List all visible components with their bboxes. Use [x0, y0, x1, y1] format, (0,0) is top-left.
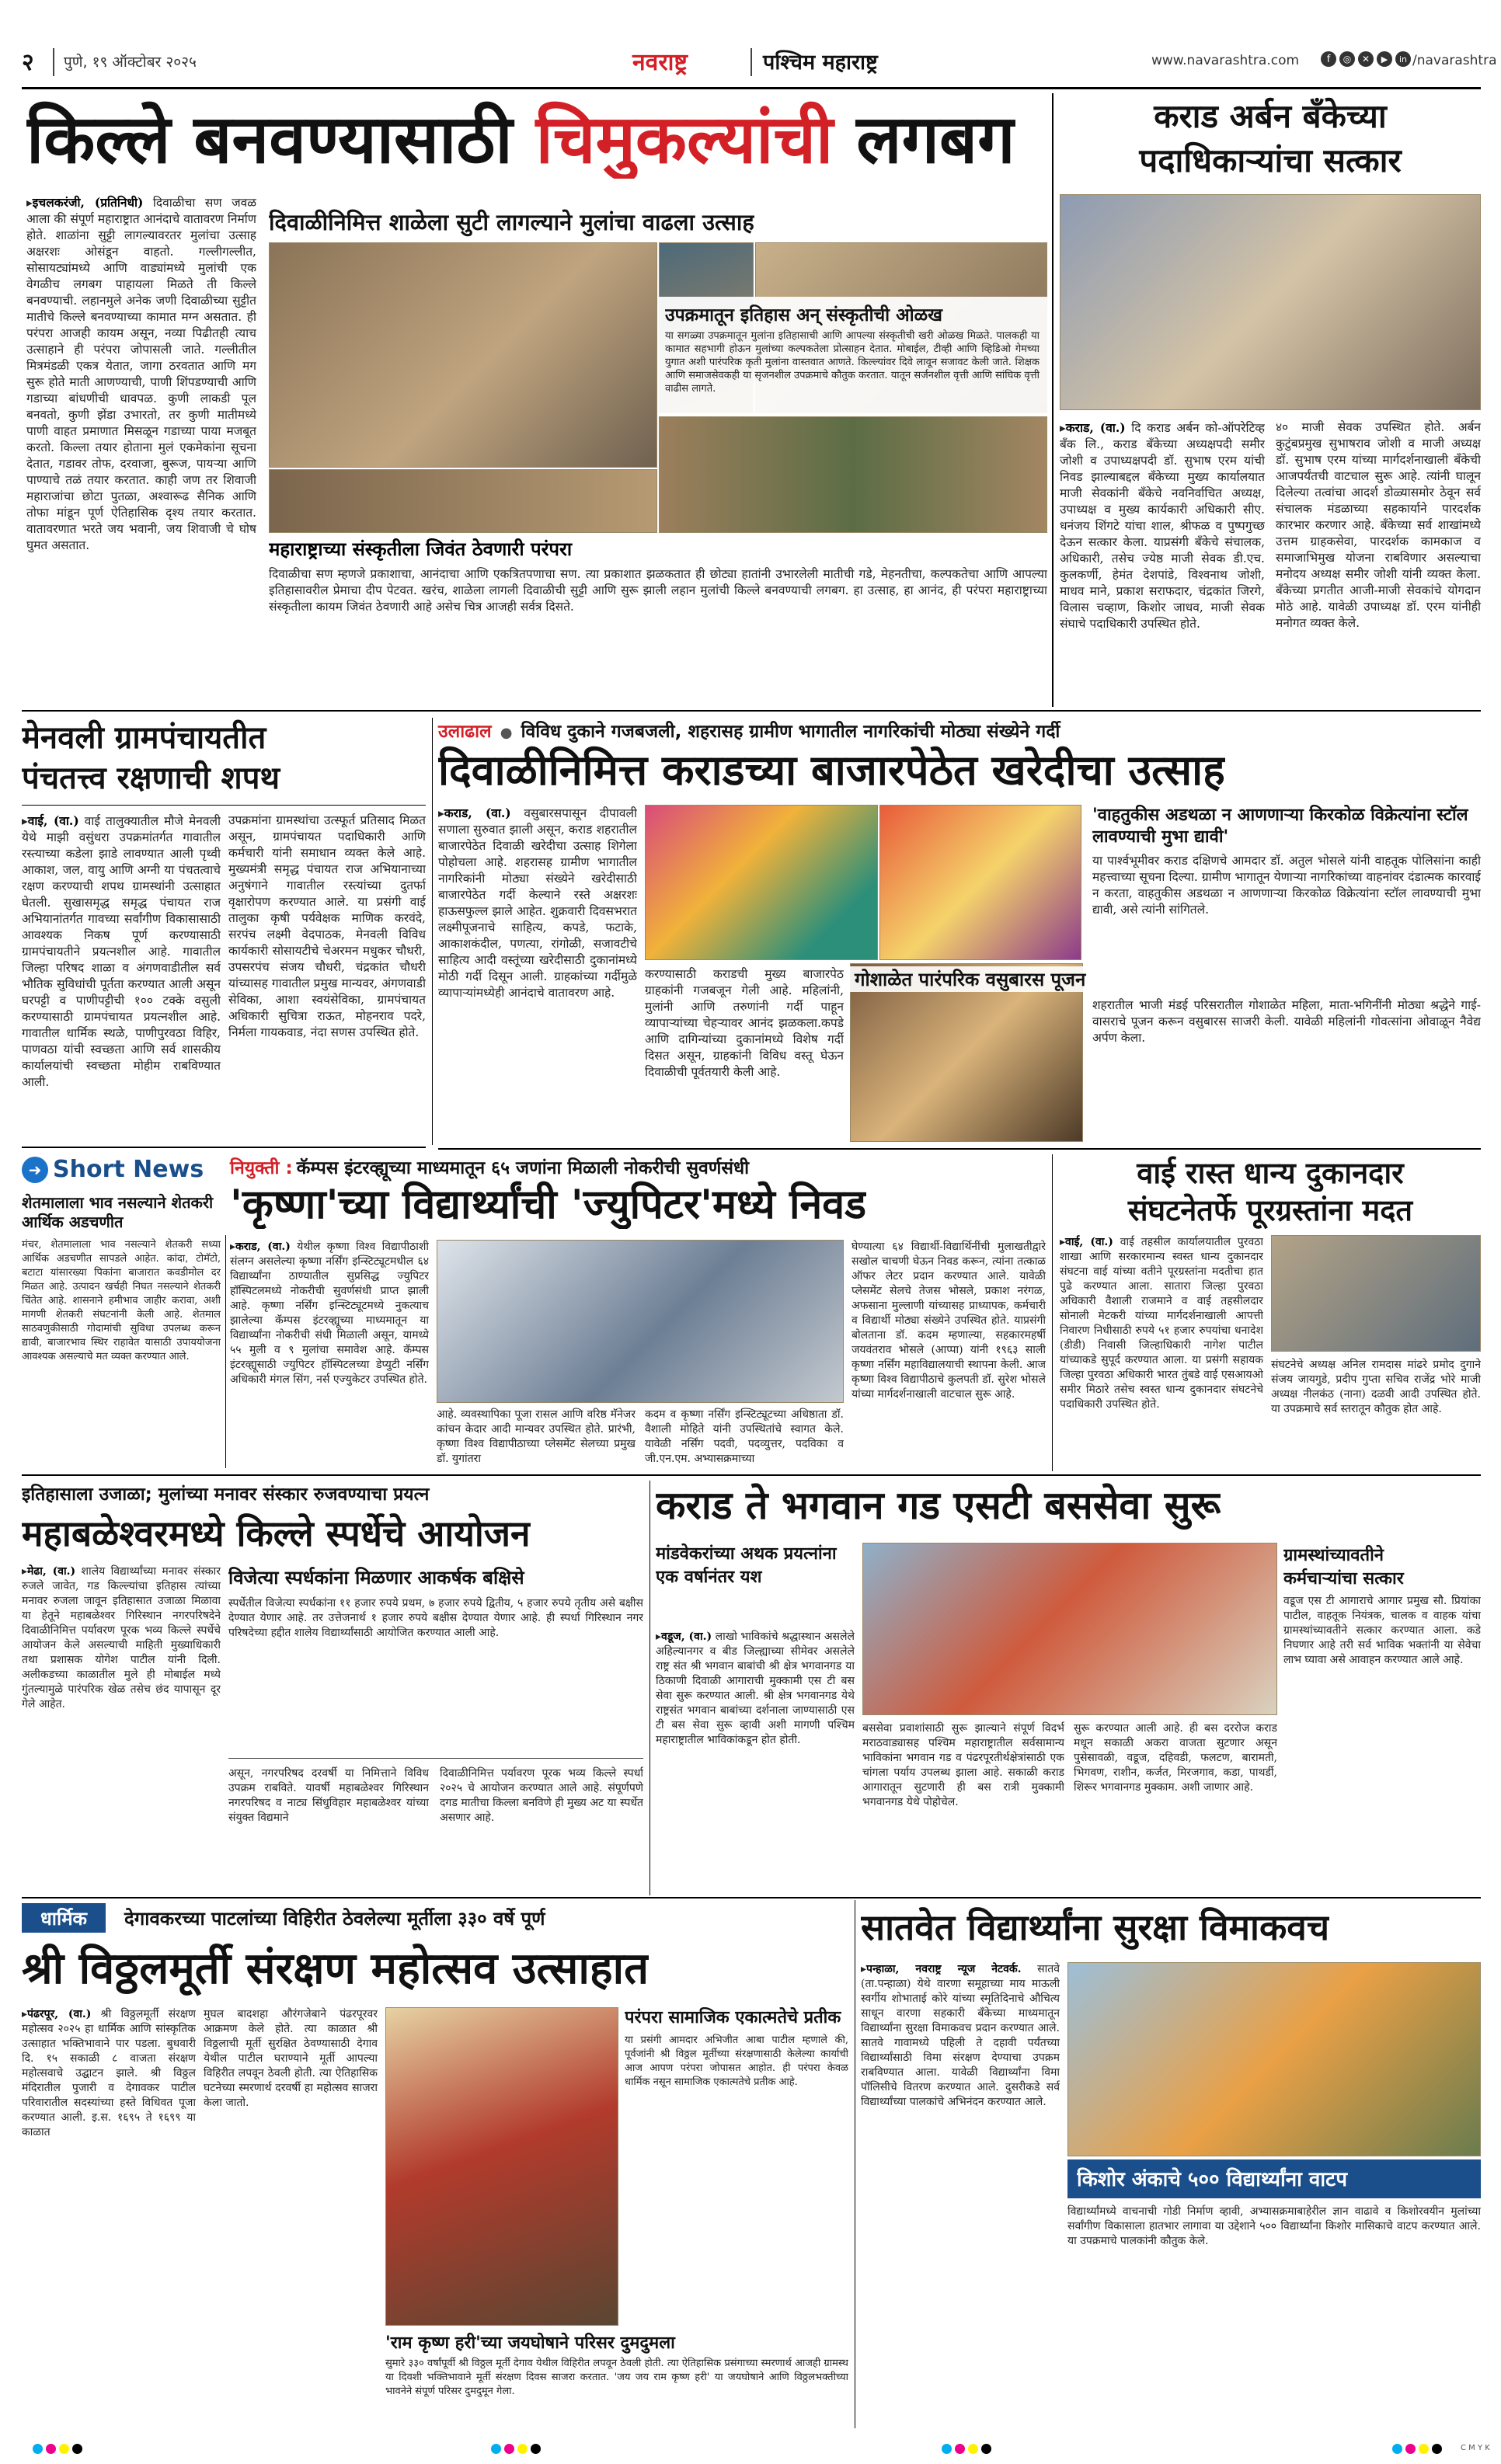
- story-body-col3: दिवाळीनिमित्त पर्यावरण पूरक भव्य किल्ले स्पर्धा २०२५ चे आयोजन करण्यात आले आहे. संपूर्णपणे दगड मातीचा किल्ला बनविणे ही मुख्य अट या स्पर्धेत असणार आहे.: [440, 1767, 643, 1824]
- bullet-icon: ●: [500, 725, 513, 741]
- story-body-col2: करण्यासाठी कराडची मुख्य बाजारपेठ ग्राहकांनी गजबजून गेली आहे. महिलांनी, मुलांनी आणि तरुणांनी गर्दी पाहून व्यापाऱ्यांच्या चेहऱ्यावर आनंद झळकला.कपडे आणि दागिन्यांच्या दुकानांमध्ये विशेष गर्दी दिसत असून, ग्राहकांनी विविध वस्तू घेऊन दिवाळीची पूर्वतयारी केली आहे.: [645, 967, 844, 1079]
- headline: श्री विठ्ठलमूर्ती संरक्षण महोत्सव उत्साहात: [22, 1944, 649, 1994]
- story-forts: [22, 93, 1047, 707]
- body-text: येथील कृष्णा विश्व विद्यापीठाशी संलग्न असलेल्या कृष्णा नर्सिंग इन्स्टिट्यूटमधील ६४ विद्यार्थ्यांना ठाण्यातील सुप्रसिद्ध ज्युपिटर हॉस्पिटलमध्ये नोकरीची सुवर्णसंधी प्राप्त झाली आहे. कृष्णा नर्सिंग इन्स्टिट्यूटमध्ये नुकत्याच झालेल्या कॅम्पस इंटरव्ह्यूच्या माध्यमातून या विद्यार्थ्यांना नोकरीची संधी मिळाली असून, यामध्ये ५५ मुली व ९ मुलांचा समावेश आहे. कॅम्पस इंटरव्ह्यूसाठी ज्युपिटर हॉस्पिटलच्या डेप्युटी नर्सिंग अधिकारी मंगल सिंग, नर्स एज्युकेटर उपस्थित होते.: [230, 1241, 429, 1386]
- dateline: पन्हाळा, नवराष्ट्र न्यूज नेटवर्क.: [866, 1963, 1022, 1975]
- linkedin-icon[interactable]: in: [1395, 51, 1411, 67]
- magenta-dot: [46, 2444, 56, 2454]
- website-link[interactable]: www.navarashtra.com: [1151, 53, 1300, 68]
- caption-body: सुमारे ३३० वर्षांपूर्वी श्री विठ्ठल मूर्ती देगाव येथील विहिरीत लपवून ठेवली होती. त्या ऐतिहासिक प्रसंगाच्या स्मरणार्थ आजही ग्रामस्थ या दिवशी भक्तिभावाने मूर्ती संरक्षण दिवस साजरा करतात. 'जय जय राम कृष्ण हरी' या जयघोषाने आणि विठ्ठलभक्तीच्या भावनेने संपूर्ण परिसर दुमदुमून गेला.: [385, 2358, 848, 2397]
- row-rule: [22, 1474, 1481, 1476]
- story-body-col2: बससेवा प्रवाशांसाठी सुरू झाल्याने संपूर्ण विदर्भ मराठवाड्यासह पश्चिम महाराष्ट्रातील सर्वसामान्य भाविकांना भगवान गड व पंढरपूरतीर्थक्षेत्रांसाठी एक चांगला पर्याय उपलब्ध झाला आहे. सकाळी कराड आगारातून सुटणारी ही बस रात्री मुक्कामी भगवानगड येथे पोहोचेल.: [862, 1722, 1064, 1808]
- header-rule: [22, 87, 1481, 89]
- photo-campus-interview: [437, 1240, 844, 1403]
- black-dot: [72, 2444, 82, 2454]
- yellow-dot: [59, 2444, 69, 2454]
- footer-registration-marks: [0, 2438, 1501, 2461]
- yellow-dot: [517, 2444, 528, 2454]
- photo-caption: महाराष्ट्राच्या संस्कृतीला जिवंत ठेवणारी परंपरा: [269, 538, 573, 560]
- facebook-icon[interactable]: f: [1321, 51, 1336, 67]
- box-body: शहरातील भाजी मंडई परिसरातील गोशाळेत महिला, माता-भगिनींनी मोठ्या श्रद्धेने गाई-वासराचे पूजन करून वसुबारस साजरी केली. यावेळी महिलांनी गोवत्सांना ओवाळून नैवेद्य अर्पण केला.: [1092, 998, 1481, 1045]
- headline-part: किल्ले बनवण्यासाठी: [26, 101, 513, 179]
- story-body-col2: उपक्रमांना ग्रामस्थांचा उत्स्फूर्त प्रतिसाद मिळत असून, ग्रामपंचायत पदाधिकारी आणि कर्मचारी यांनी समाधान व्यक्त केले आहे. मुख्यमंत्री समृद्ध पंचायत राज अभियानाच्या अनुषंगाने गावातील रस्त्यांच्या दुतर्फा वृक्षारोपण करण्यात आले. या प्रसंगी वाई तालुका कृषी पर्यवेक्षक माणिक करवंदे, सरपंच लक्ष्मी वेदपाठक, मेनवली विविध कार्यकारी सोसायटीचे चेअरमन मधुकर चौधरी, उपसरपंच संजय चौधरी, चंद्रकांत चौधरी यांच्यासह गावातील प्रमुख मान्यवर, अंगणवाडी सेविका, आशा स्वयंसेविका, ग्रामपंचायत अधिकारी सुचित्रा राऊत, मोहनराव पदरे, निर्मला गायकवाड, नंदा सणस उपस्थित होते.: [228, 813, 426, 1039]
- magenta-dot: [1405, 2444, 1416, 2454]
- arrow-icon: ➜: [22, 1157, 48, 1183]
- page-number: २: [22, 49, 34, 76]
- story-body-col1: ▸कराड, (वा.) वसुबारसपासून दीपावली सणाला सुरुवात झाली असून, कराड शहरातील बाजारपेठेत दिवाळी खरेदीचा उत्साह शिगेला पोहोचला आहे. शहरासह ग्रामीण भागातील नागरिकांनी मोठ्या संख्येने खरेदीसाठी बाजारपेठेत गर्दी केल्याने रस्ते अक्षरशः हाऊसफुल्ल झाले आहेत. शुक्रवारी दिवसभरात लक्ष्मीपूजनाचे साहित्य, कपडे, फटाके, आकाशकंदील, पणत्या, रांगोळी, सजावटीचे साहित्य आदी वस्तूंच्या खरेदीसाठी दुकानांमध्ये मोठी गर्दी दिसून आली. ग्राहकांच्या गर्दीमुळे व्यापाऱ्यांमध्येही आनंदाचे वातावरण आहे.: [438, 806, 637, 1000]
- section-name: पश्चिम महाराष्ट्र: [763, 50, 878, 75]
- subhead: विविध दुकाने गजबजली, शहरासह ग्रामीण भागातील नागरिकांची मोठ्या संख्येने गर्दी: [521, 722, 1060, 742]
- box-hawkers: [1092, 805, 1481, 960]
- kicker: नियुक्ती :: [230, 1158, 293, 1178]
- story-body-col1: ▸वडूज, (वा.) लाखो भाविकांचे श्रद्धास्थान असलेले अहिल्यानगर व बीड जिल्ह्याच्या सीमेवर असलेले राष्ट्र संत श्री भगवान बाबांची श्री क्षेत्र भगवानगड या ठिकाणी दिवाळी आगाराची मुक्कामी एस टी बस सेवा सुरू करण्यात आली. श्री क्षेत्र भगवानगड येथे राष्ट्रसंत भगवान बाबांच्या दर्शनाला जाण्यासाठी एस टी बस सेवा सुरू व्हावी अशी मागणी पश्चिम महाराष्ट्रातील भाविकांकडून होत होती.: [656, 1630, 855, 1746]
- box-mandave: [656, 1543, 855, 1627]
- row-rule: [22, 1897, 1481, 1898]
- black-dot: [981, 2444, 991, 2454]
- body-text: श्री विठ्ठलमूर्ती संरक्षण महोत्सव २०२५ हा धार्मिक आणि सांस्कृतिक उत्साहात भक्तिभावाने पार पडला. बुधवारी दि. १५ सकाळी ८ वाजता संरक्षण महोत्सवाचे उद्घाटन झाले. श्री विठ्ठल मंदिरातील पुजारी व देगावकर पाटील परिवारातील सदस्यांच्या हस्ते विधिवत पूजा करण्यात आली. इ.स. १६९५ ते १६९९ या काळात: [22, 2008, 196, 2139]
- cmyk-dots-center-left: [489, 2442, 542, 2457]
- cmyk-dots-right: [1391, 2442, 1444, 2457]
- story-body-col1: ▸कराड, (वा.) दि कराड अर्बन को-ऑपरेटिव्ह बँक लि., कराड बँकेच्या अध्यक्षपदी समीर जोशी व उपाध्यक्षपदी डॉ. सुभाष एरम यांची निवड झाल्याबद्दल बँकेच्या मुख्य कार्यालयात माजी सेवकांनी बँकेचे नवनिर्वाचित अध्यक्ष, उपाध्यक्ष व मुख्य कार्यकारी अधिकारी सीए. धनंजय शिंगटे यांचा शाल, श्रीफळ व पुष्पगुच्छ देऊन सत्कार केला. याप्रसंगी बँकेचे संचालक, अधिकारी, तसेच ज्येष्ठ माजी सेवक डी.एच. कुलकर्णी, हेमंत देशपांडे, विश्वनाथ जोशी, माधव माने, प्रकाश सराफदार, चंद्रकांत जिरगे, विलास चव्हाण, किशोर जाधव, माजी सेवक संघाचे पदाधिकारी उपस्थित होते.: [1060, 420, 1265, 631]
- story-bus: [656, 1481, 1481, 1895]
- story-body-col1: ▸वाई, (वा.) वाई तहसील कार्यालयातील पुरवठा शाखा आणि सरकारमान्य स्वस्त धान्य दुकानदार संघटना वाई यांच्या वतीने पूरग्रस्तांना मदतीचा हात पुढे करण्यात आला. सातारा जिल्हा पुरवठा अधिकारी वैशाली राजमाने व वाई तहसीलदार सोनाली मेटकरी यांच्या मार्गदर्शनाखाली आपत्ती निवारण निधीसाठी रुपये ५१ हजार रुपयांचा धनादेश (डीडी) निवासी जिल्हाधिकारी नागेश पाटील यांच्याकडे सुपूर्द करण्यात आला. या प्रसंगी सहायक जिल्हा पुरवठा अधिकारी भारत तुंबडे वाई एसआयओ समीर मिठारे तसेच स्वस्त धान्य दुकानदार संघटनेचे पदाधिकारी उपस्थित होते.: [1060, 1236, 1263, 1411]
- box-title-line2: कर्मचाऱ्यांचा सत्कार: [1283, 1569, 1404, 1589]
- story-body-col2: असून, नगरपरिषद दरवर्षी या निमित्ताने विविध उपक्रम राबविते. यावर्षी महाबळेश्वर गिरिस्थान नगरपरिषद व नाट्य सिंधुविहार महाबळेश्वर यांच्या संयुक्त विद्यमाने: [228, 1767, 429, 1824]
- story-body-col1: ▸मेढा, (वा.) शालेय विद्यार्थ्यांच्या मनावर संस्कार रुजले जावेत, गड किल्ल्यांचा इतिहास त्यांच्या मनावर रुजला जावून इतिहासात उजाळा मिळावा या हेतूने महाबळेश्वर गिरिस्थान नगरपरिषदेने दिवाळीनिमित्त पर्यावरण पूरक भव्य किल्ले स्पर्धेचे आयोजन केले असल्याची माहिती मुख्याधिकारी तथा प्रशासक योगेश पाटील यांनी दिली. अलीकडच्या काळातील मुले ही मोबाईल मध्ये गुंतल्यामुळे पारंपरिक खेळ तसेच छंद यापासून दूर गेले आहेत.: [22, 1565, 221, 1711]
- story-body-col3: सुरू करण्यात आली आहे. ही बस दररोज कराड मधून सकाळी अकरा वाजता सुटणार असून पुसेसावळी, वडूज, दहिवडी, फलटण, बारामती, भिगवण, राशीन, कर्जत, मिरजगाव, कडा, पाथर्डी, शिरूर भगवानगड मुक्काम. अशी जाणार आहे.: [1074, 1722, 1277, 1794]
- photo-caption: 'राम कृष्ण हरी'च्या जयघोषाने परिसर दुमदुमला: [385, 2333, 675, 2353]
- kicker-row: [22, 1903, 848, 1933]
- body-text: लाखो भाविकांचे श्रद्धास्थान असलेले अहिल्यानगर व बीड जिल्ह्याच्या सीमेवर असलेले राष्ट्र संत श्री भगवान बाबांची श्री क्षेत्र भगवानगड या ठिकाणी दिवाळी आगाराची मुक्कामी एस टी बस सेवा सुरू करण्यात आली. श्री क्षेत्र भगवानगड येथे राष्ट्रसंत भगवान बाबांच्या दर्शनाला जाण्यासाठी एस टी बस सेवा सुरू व्हावी अशी मागणी पश्चिम महाराष्ट्रातील भाविकांकडून होत होती.: [656, 1630, 855, 1746]
- headline: कराड ते भगवान गड एसटी बससेवा सुरू: [656, 1483, 1221, 1528]
- story-body-col2: ४० माजी सेवक उपस्थित होते. अर्बन कुटुंबप्रमुख सुभाषराव जोशी व माजी अध्यक्ष डॉ. सुभाष एरम यांच्या मार्गदर्शनाखाली बँकेची आजपर्यंतची वाटचाल सुरू आहे. त्यांनी घालून दिलेल्या तत्वांचा आदर्श डोळ्यासमोर ठेवून सर्व संचालक मंडळाच्या सहकार्याने पारदर्शक कारभार करणार आहे. बँकेच्या सर्व शाखांमध्ये उत्तम ग्राहकसेवा, पारदर्शक कामकाज व समाजाभिमुख योजना राबविणार असल्याचा मनोदय अध्यक्ष समीर जोशी यांनी व्यक्त केला. बँकेच्या प्रगतीत आजी-माजी सेवकांचे योगदान मोठे आहे. यावेळी उपाध्यक्ष डॉ. एरम यांनीही मनोगत व्यक्त केले.: [1276, 420, 1481, 630]
- cmyk-dots-left: [31, 2442, 84, 2457]
- photo-children-fort: [269, 242, 657, 468]
- story-body-col1: ▸कराड, (वा.) येथील कृष्णा विश्व विद्यापीठाशी संलग्न असलेल्या कृष्णा नर्सिंग इन्स्टिट्यूटमधील ६४ विद्यार्थ्यांना ठाण्यातील सुप्रसिद्ध ज्युपिटर हॉस्पिटलमध्ये नोकरीची सुवर्णसंधी प्राप्त झाली आहे. कृष्णा नर्सिंग इन्स्टिट्यूटमध्ये नुकत्याच झालेल्या कॅम्पस इंटरव्ह्यूच्या माध्यमातून या विद्यार्थ्यांना नोकरीची संधी मिळाली असून, यामध्ये ५५ मुली व ९ मुलांचा समावेश आहे. कॅम्पस इंटरव्ह्यूसाठी ज्युपिटर हॉस्पिटलच्या डेप्युटी नर्सिंग अधिकारी मंगल सिंग, नर्स एज्युकेटर उपस्थित होते.: [230, 1241, 429, 1386]
- dateline: इचलकरंजी, (प्रतिनिधी): [32, 195, 144, 210]
- headline-line2: पदाधिकाऱ्यांचा सत्कार: [1139, 141, 1402, 179]
- brand-logo[interactable]: नवराष्ट्र: [632, 49, 688, 76]
- story-vitthal: [22, 1900, 848, 2428]
- headline: सातवेत विद्यार्थ्यांना सुरक्षा विमाकवच: [861, 1906, 1330, 1948]
- photo-cheque-handover: [1271, 1235, 1481, 1352]
- cmyk-dots-center-right: [940, 2442, 993, 2457]
- story-body: ▸इचलकरंजी, (प्रतिनिधी) दिवाळीचा सण जवळ आला की संपूर्ण महाराष्ट्रात आनंदाचे वातावरण निर्माण होते. शाळांना सुट्टी लागल्यावरतर मुलांचा उत्साह अक्षरशः ओसंडून वाहतो. गल्लीगल्लीत, सोसायट्यांमध्ये आणि वाड्यांमध्ये मुलांची एक वेगळीच लगबग पाहायला मिळते ती किल्ले बनवण्याची. लहानमुले अनेक जणी दिवाळीच्या सुट्टीत मातीचे किल्ले बनवण्याच्या कामात मग्न असतात. ही परंपरा आजही कायम असून, नव्या पिढीतही त्याच उत्साहाने ही परंपरा जोपासली जाते. गल्लीतील मित्रमंडळी एकत्र येतात, जागा ठरवतात आणि मग सुरू होते माती आणण्याची, पाणी शिंपडण्याची आणि गडाच्या बांधणीची धावपळ. कुणी लाकडी पूल बनवतो, कुणी झेंडा उभारतो, तर कुणी मातीमध्ये पाणी वाहत प्रमाणात मिसळून गडाच्या पाया मजबूत करतो. किल्ला तयार होताना मुलं एकमेकांना सूचना देतात, गडावर तोफ, दरवाजा, बुरूज, पायऱ्या आणि पाण्याचे तळं तयार करतात. काही जण तर शिवाजी महाराजांचा छोटा पुतळा, अश्वारूढ सैनिक आणि तोफा मांडून पूर्ण ऐतिहासिक दृश्य तयार करतात. वातावरणात भरते जय भवानी, जय शिवाजी चे घोष घुमत असतात.: [26, 195, 256, 552]
- kicker-row: [230, 1154, 749, 1179]
- yellow-dot: [1419, 2444, 1429, 2454]
- photo-vitthal-procession: [385, 2007, 618, 2326]
- story-body-col3: कदम व कृष्णा नर्सिंग इन्स्टिट्यूटच्या अधिष्ठाता डॉ. वैशाली मोहिते यांनी उपस्थितांचे स्वागत केले. यावेळी नर्सिंग पदवी, पदव्युत्तर, पदविका व जी.एन.एम. अभ्यासक्रमाच्या: [645, 1408, 844, 1465]
- photo-felicitation: [1060, 194, 1481, 410]
- headline-line1: वाई रास्त धान्य दुकानदार: [1137, 1156, 1404, 1190]
- story-mahabaleshwar: [22, 1481, 643, 1895]
- kicker: इतिहासाला उजाळा; मुलांच्या मनावर संस्कार रुजवण्याचा प्रयत्न: [22, 1484, 430, 1505]
- youtube-icon[interactable]: ▶: [1377, 51, 1392, 67]
- x-icon[interactable]: ✕: [1358, 51, 1374, 67]
- short-news-label: Short News: [53, 1156, 204, 1183]
- social-handle: /navarashtra: [1412, 53, 1497, 68]
- story-krishna: [230, 1154, 1046, 1471]
- dateline: वाई, (वा.): [27, 813, 79, 828]
- story-wai-ration: [1060, 1154, 1481, 1471]
- body-text: वाई तहसील कार्यालयातील पुरवठा शाखा आणि सरकारमान्य स्वस्त धान्य दुकानदार संघटना वाई यांच्या वतीने पूरग्रस्तांना मदतीचा हात पुढे करण्यात आला. सातारा जिल्हा पुरवठा अधिकारी वैशाली राजमाने व वाई तहसीलदार सोनाली मेटकरी यांच्या मार्गदर्शनाखाली आपत्ती निवारण निधीसाठी रुपये ५१ हजार रुपयांचा धनादेश (डीडी) निवासी जिल्हाधिकारी नागेश पाटील यांच्याकडे सुपूर्द करण्यात आला. या प्रसंगी सहायक जिल्हा पुरवठा अधिकारी भारत तुंबडे वाई एसआयओ समीर मिठारे तसेच स्वस्त धान्य दुकानदार संघटनेचे पदाधिकारी उपस्थित होते.: [1060, 1236, 1263, 1411]
- headline: महाबळेश्वरमध्ये किल्ले स्पर्धेचे आयोजन: [22, 1512, 531, 1554]
- story-body-col1: ▸वाई, (वा.) वाई तालुक्यातील मौजे मेनवली येथे माझी वसुंधरा उपक्रमांतर्गत गावातील रस्त्याच्या कडेला झाडे लावण्यात आली पृथ्वी आकाश, जल, वायु आणि अग्नी या पंचतत्वाचे रक्षण करण्याची शपथ ग्रामस्थांनी उत्साहात घेतली. सुखासमृद्ध समृद्ध पंचायत राज अभियानांतर्गत गावच्या सर्वांगीण विकासासाठी आवश्यक निकष पूर्ण करण्यासाठी ग्रामपंचायतीने प्रयत्नशील आहे. गावातील जिल्हा परिषद शाळा व अंगणवाडीतील सर्व भौतिक सुविधांची पूर्तता करण्यात आली असून घरपट्टी व पाणीपट्टीची १०० टक्के वसुली करण्यासाठी ग्रामपंचायत प्रयत्नशील आहे. गावातील धार्मिक स्थळे, पाणीपुरवठा विहिर, पाणवठा यांची स्वच्छता आणि सर्व शासकीय कार्यालयांची स्वच्छता मोहीम राबविण्यात आली.: [22, 813, 221, 1089]
- story-bank: [1060, 93, 1481, 707]
- box-title: 'वाहतुकीस अडथळा न आणणाऱ्या किरकोळ विक्रेत्यांना स्टॉल लावण्याची मुभा द्यावी': [1092, 806, 1468, 847]
- photo-market-stalls: [879, 805, 1081, 960]
- caption-box: [269, 536, 1047, 699]
- subhead: दिवाळीनिमित्त शाळेला सुटी लागल्याने मुलांचा वाढला उत्साह: [269, 209, 754, 235]
- box-body: वडूज एस टी आगाराचे आगार प्रमुख सौ. प्रियांका पाटील, वाहतूक नियंत्रक, चालक व वाहक यांचा ग्रामस्थांच्यावतीने सत्कार करण्यात आला. कडे निघणार आहे तरी सर्व भाविक भक्तांनी या सेवेचा लाभ घ्यावा असे आवाहन करण्यात आले आहे.: [1283, 1595, 1481, 1666]
- yellow-dot: [968, 2444, 978, 2454]
- cyan-dot: [1392, 2444, 1402, 2454]
- body-text: शालेय विद्यार्थ्यांच्या मनावर संस्कार रुजले जावेत, गड किल्ल्यांचा इतिहास त्यांच्या मनावर रुजला जावून इतिहासात उजाळा मिळावा या हेतूने महाबळेश्वर गिरिस्थान नगरपरिषदेने दिवाळीनिमित्त पर्यावरण पूरक भव्य किल्ले स्पर्धेचे आयोजन केले असल्याची माहिती मुख्याधिकारी तथा प्रशासक योगेश पाटील यांनी दिली. अलीकडच्या काळातील मुले ही मोबाईल मध्ये गुंतल्यामुळे पारंपरिक खेळ तसेच छंद यापासून दूर गेले आहेत.: [22, 1565, 221, 1711]
- story-body-col2: आहे. व्यवस्थापिका पूजा रासल आणि वरिष्ठ मॅनेजर कांचन केदार आदी मान्यवर उपस्थित होते. प्रारंभी, कृष्णा विश्व विद्यापीठाच्या प्लेसमेंट सेलच्या प्रमुख डॉ. युगांतरा: [437, 1408, 636, 1465]
- photo-kids-building: [269, 469, 657, 533]
- column-rule: [225, 1235, 226, 1468]
- box-vasubaras: [850, 963, 1481, 1142]
- cyan-dot: [491, 2444, 501, 2454]
- box-title: परंपरा सामाजिक एकात्मतेचे प्रतीक: [625, 2008, 841, 2027]
- body-text: सातवे (ता.पन्हाळा) येथे वारणा समूहाच्या माय माऊली स्वर्गीय शोभाताई कोरे यांच्या स्मृतिदिनाचे औचित्य साधून वारणा सहकारी बँकेच्या माध्यमातून विद्यार्थ्यांना सुरक्षा विमाकवच प्रदान करण्यात आले. सातवे गावामध्ये पहिली ते दहावी पर्यंतच्या विद्यार्थ्यांसाठी विमा संरक्षण देण्याचा उपक्रम राबविण्यात आला. यावेळी विद्यार्थ्यांना विमा पॉलिसीचे वितरण करण्यात आले. दुसरीकडे सर्व विद्यार्थ्यांच्या पालकांचे अभिनंदन करण्यात आले.: [861, 1963, 1060, 2108]
- headline: 'कृष्णा'च्या विद्यार्थ्यांची 'ज्युपिटर'मध्ये निवड: [230, 1182, 867, 1228]
- story-body-col1: ▸पंढरपूर, (वा.) श्री विठ्ठलमूर्ती संरक्षण महोत्सव २०२५ हा धार्मिक आणि सांस्कृतिक उत्साहात भक्तिभावाने पार पडला. बुधवारी दि. १५ सकाळी ८ वाजता संरक्षण महोत्सवाचे उद्घाटन झाले. श्री विठ्ठल मंदिरातील पुजारी व देगावकर पाटील परिवारातील सदस्यांच्या हस्ते विधिवत पूजा करण्यात आली. इ.स. १६९५ ते १६९९ या काळात: [22, 2008, 196, 2139]
- column-rule: [1052, 93, 1053, 707]
- kicker: उलाढाल: [438, 722, 492, 742]
- headline-line2: संघटनेतर्फे पूरग्रस्तांना मदत: [1127, 1193, 1413, 1227]
- dateline: वाई, (वा.): [1065, 1236, 1113, 1248]
- headline: दिवाळीनिमित्त कराडच्या बाजारपेठेत खरेदीचा उत्साह: [438, 746, 1225, 795]
- magenta-dot: [955, 2444, 965, 2454]
- story-body-col2: मुघल बादशहा औरंगजेबाने पंढरपूरवर आक्रमण केले होते. त्या काळात श्री विठ्ठलाची मूर्ती सुरक्षित ठेवण्यासाठी देगाव येथील पाटील घराण्याने मूर्ती आपल्या विहिरीत लपवून ठेवली होती. त्या ऐतिहासिक घटनेच्या स्मरणार्थ दरवर्षी हा महोत्सव साजरा केला जातो.: [204, 2008, 378, 2109]
- caption-box: [385, 2330, 848, 2424]
- short-news-body: मंचर, शेतमालाला भाव नसल्याने शेतकरी सध्या आर्थिक अडचणीत सापडले आहेत. कांदा, टोमॅटो, बटाटा यांसारख्या पिकांना बाजारात कवडीमोल दर मिळत आहे. उत्पादन खर्चही निघत नसल्याने शेतकरी चिंतेत आहे. शासनाने हमीभाव जाहीर करावा, अशी मागणी शेतकरी संघटनांनी केली आहे. शेतमाल साठवणुकीसाठी गोदामांची सुविधा उपलब्ध करून द्यावी, बाजारभाव स्थिर राहावेत यासाठी उपाययोजना आवश्यक असल्याचे मत व्यक्त करण्यात आले.: [22, 1239, 221, 1363]
- row-rule: [438, 1148, 1481, 1150]
- body-text: दि कराड अर्बन को-ऑपरेटिव्ह बँक लि., कराड बँकेच्या अध्यक्षपदी समीर जोशी व उपाध्यक्षपदी डॉ. सुभाष एरम यांची निवड झाल्याबद्दल बँकेच्या मुख्य कार्यालयात माजी सेवकांनी बँकेचे नवनिर्वाचित अध्यक्ष, उपाध्यक्ष व मुख्य कार्यकारी अधिकारी सीए. धनंजय शिंगटे यांचा शाल, श्रीफळ व पुष्पगुच्छ देऊन सत्कार केला. याप्रसंगी बँकेचे संचालक, अधिकारी, तसेच ज्येष्ठ माजी सेवक डी.एच. कुलकर्णी, हेमंत देशपांडे, विश्वनाथ जोशी, माधव माने, प्रकाश सराफदार, चंद्रकांत जिरगे, विलास चव्हाण, किशोर जाधव, माजी सेवक संघाचे पदाधिकारी उपस्थित होते.: [1060, 421, 1265, 631]
- black-dot: [531, 2444, 541, 2454]
- headline-line2: पंचतत्त्व रक्षणाची शपथ: [22, 760, 280, 796]
- box-villagers: [1283, 1543, 1481, 1891]
- dateline: वडूज, (वा.): [661, 1630, 712, 1643]
- box-body: या पार्श्वभूमीवर कराड दक्षिणचे आमदार डॉ. अतुल भोसले यांनी वाहतूक पोलिसांना काही महत्त्वाच्या सूचना दिल्या. ग्रामीण भागातून येणाऱ्या नागरिकांच्या वाहनांवर दंडात्मक कारवाई न करता, वाहतुकीस अडथळा न आणणाऱ्या किरकोळ विक्रेत्यांना स्टॉल लावण्याची मुभा द्यावी, असे त्यांनी सांगितले.: [1092, 854, 1481, 917]
- photo-market-lanterns: [645, 805, 878, 960]
- story-body-col4: घेण्यात्या ६४ विद्यार्थी-विद्यार्थिनींची मुलाखतीद्वारे सखोल चाचणी घेऊन निवड करून, त्यांना तत्काळ ऑफर लेटर प्रदान करण्यात आले. यावेळी प्लेसमेंट सेलचे तेजस भोसले, प्रकाश नरंगळ, अफसाना मुल्लाणी यांच्यासह प्राध्यापक, कर्मचारी व विद्यार्थी मोठ्या संख्येने उपस्थित होते. याप्रसंगी बोलताना डॉ. कदम म्हणाल्या, सहकारमहर्षी जयवंतराव भोसले (आप्पा) यांनी १९६३ साली कृष्णा नर्सिंग महाविद्यालयाची स्थापना केली. आज कृष्णा विश्व विद्यापीठाचे कुलपती डॉ. सुरेश भोसले यांच्या मार्गदर्शनाखाली वाटचाल सुरू आहे.: [851, 1241, 1046, 1401]
- cmyk-label: C M Y K: [1461, 2444, 1490, 2452]
- headline-line1: कराड अर्बन बँकेच्या: [1154, 97, 1387, 135]
- body-text: दिवाळीचा सण जवळ आला की संपूर्ण महाराष्ट्रात आनंदाचे वातावरण निर्माण होते. शाळांना सुट्टी लागल्यावरतर मुलांचा उत्साह अक्षरशः ओसंडून वाहतो. गल्लीगल्लीत, सोसायट्यांमध्ये आणि वाड्यांमध्ये मुलांची एक वेगळीच लगबग पाहायला मिळते ती किल्ले बनवण्याची. लहानमुले अनेक जणी दिवाळीच्या सुट्टीत मातीचे किल्ले बनवण्याच्या कामात मग्न असतात. ही परंपरा आजही कायम असून, नव्या पिढीतही त्याच उत्साहाने ही परंपरा जोपासली जाते. गल्लीतील मित्रमंडळी एकत्र येतात, जागा ठरवतात आणि मग सुरू होते माती आणण्याची, पाणी शिंपडण्याची आणि गडाच्या बांधणीची धावपळ. कुणी लाकडी पूल बनवतो, कुणी झेंडा उभारतो, तर कुणी मातीमध्ये पाणी वाहत प्रमाणात मिसळून गडाच्या पाया मजबूत करतो. किल्ला तयार होताना मुलं एकमेकांना सूचना देतात, गडावर तोफ, दरवाजा, बुरूज, पायऱ्या आणि पाण्याचे तळं तयार करतात. काही जण तर शिवाजी महाराजांचा छोटा पुतळा, अश्वारूढ सैनिक आणि तोफा मांडून पूर्ण ऐतिहासिक दृश्य तयार करतात. वातावरणात भरते जय भवानी, जय शिवाजी चे घोष घुमत असतात.: [26, 196, 256, 552]
- photo-fort-model: [659, 416, 1047, 533]
- header-divider: [53, 48, 54, 76]
- dateline: कराड, (वा.): [235, 1241, 291, 1253]
- instagram-icon[interactable]: ◎: [1339, 51, 1355, 67]
- story-market: [438, 718, 1481, 1145]
- dateline: कराड, (वा.): [444, 806, 511, 820]
- headline: [26, 101, 1015, 179]
- social-icons: [1321, 51, 1411, 67]
- box-title: गोशाळेत पारंपरिक वसुबारस पूजन: [850, 966, 1090, 992]
- box-tradition: [625, 2007, 848, 2326]
- subhead: कॅम्पस इंटरव्ह्यूच्या माध्यमातून ६५ जणांना मिळाली नोकरीची सुवर्णसंधी: [296, 1158, 750, 1178]
- box-body: या प्रसंगी आमदार अभिजीत आबा पाटील म्हणाले की, पूर्वजांनी श्री विठ्ठल मूर्तीच्या संरक्षणासाठी केलेल्या कार्याची आज आपण परंपरा जोपासत आहोत. ही परंपरा केवळ धार्मिक नसून सामाजिक एकात्मतेचे प्रतीक आहे.: [625, 2034, 848, 2088]
- kicker-row: [438, 718, 1060, 743]
- story-body: ▸पन्हाळा, नवराष्ट्र न्यूज नेटवर्क. सातवे (ता.पन्हाळा) येथे वारणा समूहाच्या माय माऊली स्वर्गीय शोभाताई कोरे यांच्या स्मृतिदिनाचे औचित्य साधून वारणा सहकारी बँकेच्या माध्यमातून विद्यार्थ्यांना सुरक्षा विमाकवच प्रदान करण्यात आले. सातवे गावामध्ये पहिली ते दहावी पर्यंतच्या विद्यार्थ्यांसाठी विमा संरक्षण देण्याचा उपक्रम राबविण्यात आला. यावेळी विद्यार्थ्यांना विमा पॉलिसीचे वितरण करण्यात आले. दुसरीकडे सर्व विद्यार्थ्यांच्या पालकांचे अभिनंदन करण्यात आले.: [861, 1963, 1060, 2108]
- divider: [22, 805, 426, 806]
- box-title: विजेत्या स्पर्धकांना मिळणार आकर्षक बक्षिसे: [228, 1567, 524, 1589]
- header: [22, 40, 1497, 84]
- dateline: कराड, (वा.): [1065, 420, 1126, 435]
- dateline: पंढरपूर, (वा.): [27, 2008, 92, 2020]
- subhead: देगावकरच्या पाटलांच्या विहिरीत ठेवलेल्या मूर्तीला ३३० वर्षे पूर्ण: [124, 1907, 545, 1930]
- edition-date: पुणे, १९ ऑक्टोबर २०२५: [64, 54, 197, 71]
- box-body: विद्यार्थ्यांमध्ये वाचनाची गोडी निर्माण व्हावी, अभ्यासक्रमाबाहेरील ज्ञान वाढावे व किशोरवयीन मुलांच्या सर्वांगीण विकासाला हातभार लागावा या उद्देशाने ५०० विद्यार्थ्यांना किशोर मासिकाचे वाटप करण्यात आले. या उपक्रमाचे पालकांनी कौतुक केले.: [1067, 2205, 1481, 2247]
- black-dot: [1432, 2444, 1442, 2454]
- column-rule: [432, 718, 433, 1145]
- box-title-line1: ग्रामस्थांच्यावतीने: [1283, 1546, 1384, 1565]
- kicker: धार्मिक: [22, 1903, 106, 1933]
- cyan-dot: [942, 2444, 952, 2454]
- cyan-dot: [33, 2444, 43, 2454]
- short-news-badge: [22, 1156, 204, 1183]
- story-body-col2: संघटनेचे अध्यक्ष अनिल रामदास मांढरे प्रमोद दुगाने संजय जायगुडे, प्रदीप गुप्ता सचिव राजेंद्र भोरे माजी अध्यक्ष नीलकंठ (नाना) दळवी आदी उपस्थित होते. या उपक्रमाचे सर्व स्तरातून कौतुक होत आहे.: [1271, 1359, 1481, 1415]
- headline-part: लगबग: [856, 101, 1015, 179]
- box-title: किशोर अंकाचे ५०० विद्यार्थ्यांना वाटप: [1077, 2168, 1347, 2191]
- box-kishor: [1067, 2159, 1481, 2198]
- row-rule: [22, 710, 1481, 712]
- photo-bus-launch: [862, 1543, 1277, 1715]
- headline-highlight: चिमुकल्यांची: [535, 101, 834, 179]
- magenta-dot: [504, 2444, 514, 2454]
- header-divider: [750, 48, 752, 76]
- sub-box: [657, 297, 1047, 413]
- headline-line1: मेनवली ग्रामपंचायतीत: [22, 720, 266, 756]
- box-body: स्पर्धेतील विजेत्या स्पर्धकांना ११ हजार रुपये प्रथम, ७ हजार रुपये द्वितीय, ५ हजार रुपये तृतीय असे बक्षीस देण्यात येणार आहे. तर उत्तेजनार्थ १ हजार रुपये बक्षीस देण्यात येणार आहे. ही स्पर्धा गिरिस्थान नगर परिषदेच्या हद्दीत शालेय विद्यार्थ्यांसाठी आयोजित करण्यात आली आहे.: [228, 1597, 643, 1639]
- caption-body: दिवाळीचा सण म्हणजे प्रकाशाचा, आनंदाचा आणि एकत्रितपणाचा सण. त्या प्रकाशात झळकतात ही छोट्या हातांनी उभारलेली मातीची गडे, मेहनतीचा, कल्पकतेचा आणि आपल्या इतिहासावरील प्रेमाचा दीप पेटवत. खरंच, शाळेला लागली दिवाळीची सुट्टी आणि सुरू झाली लहान मुलांची किल्ले बनवण्याची लगबग. हा उत्साह, हा आनंद, ही परंपरा महाराष्ट्राच्या संस्कृतीला कायम जिवंत ठेवणारी आहे असेच चित्र आजही सर्वत्र दिसते.: [269, 567, 1047, 614]
- dateline: मेढा, (वा.): [27, 1565, 76, 1578]
- sub-box-body: या सगळ्या उपक्रमातून मुलांना इतिहासाची आणि आपल्या संस्कृतीची खरी ओळख मिळते. पालकही या कामात सहभागी होऊन मुलांच्या कल्पकतेला प्रोत्साहन देतात. मोबाईल, टीव्ही आणि व्हिडिओ गेमच्या युगात अशी पारंपरिक कृती मुलांना वास्तवात आणते. किल्ल्यांवर दिवे लावून सजावट केली जाते. शिक्षक आणि समाजसेवकही या सृजनशील उपक्रमाचे कौतुक करतात. यातून सर्जनशील वृत्ती आणि सांघिक वृत्ती वाढीस लागते.: [665, 330, 1040, 395]
- story-satve: [861, 1900, 1481, 2428]
- box-prizes: [228, 1564, 643, 1759]
- sub-box-title: उपक्रमातून इतिहास अन् संस्कृतीची ओळख: [665, 305, 942, 325]
- body-text: वाई तालुक्यातील मौजे मेनवली येथे माझी वसुंधरा उपक्रमांतर्गत गावातील रस्त्याच्या कडेला झाडे लावण्यात आली पृथ्वी आकाश, जल, वायु आणि अग्नी या पंचतत्वाचे रक्षण करण्याची शपथ ग्रामस्थांनी उत्साहात घेतली. सुखासमृद्ध समृद्ध पंचायत राज अभियानांतर्गत गावच्या सर्वांगीण विकासासाठी आवश्यक निकष पूर्ण करण्यासाठी ग्रामपंचायतीने प्रयत्नशील आहे. गावातील जिल्हा परिषद शाळा व अंगणवाडीतील सर्व भौतिक सुविधांची पूर्तता करण्यात आली असून घरपट्टी व पाणीपट्टीची १०० टक्के वसुली करण्यासाठी ग्रामपंचायत प्रयत्नशील आहे. गावातील धार्मिक स्थळे, पाणीपुरवठा विहिर, पाणवठा यांची स्वच्छता आणि सर्व शासकीय कार्यालयांची स्वच्छता मोहीम राबविण्यात आली.: [22, 814, 221, 1089]
- body-text: वसुबारसपासून दीपावली सणाला सुरुवात झाली असून, कराड शहरातील बाजारपेठेत दिवाळी खरेदीचा उत्साह शिगेला पोहोचला आहे. शहरासह ग्रामीण भागातील नागरिकांनी मोठ्या संख्येने खरेदीसाठी बाजारपेठेत गर्दी केल्याने रस्ते अक्षरशः हाऊसफुल्ल झाले आहेत. शुक्रवारी दिवसभरात लक्ष्मीपूजनाचे साहित्य, कपडे, फटाके, आकाशकंदील, पणत्या, रांगोळी, सजावटीचे साहित्य आदी वस्तूंच्या खरेदीसाठी दुकानांमध्ये मोठी गर्दी दिसून आली. ग्राहकांच्या गर्दीमुळे व्यापाऱ्यांमध्येही आनंदाचे वातावरण आहे.: [438, 806, 637, 1000]
- box-title: मांडवेकरांच्या अथक प्रयत्नांना एक वर्षानंतर यश: [656, 1544, 837, 1587]
- photo-students: [1067, 1962, 1481, 2156]
- column-rule: [1052, 1154, 1053, 1471]
- short-news-title: शेतमालाला भाव नसल्याने शेतकरी आर्थिक अडचणीत: [22, 1193, 214, 1231]
